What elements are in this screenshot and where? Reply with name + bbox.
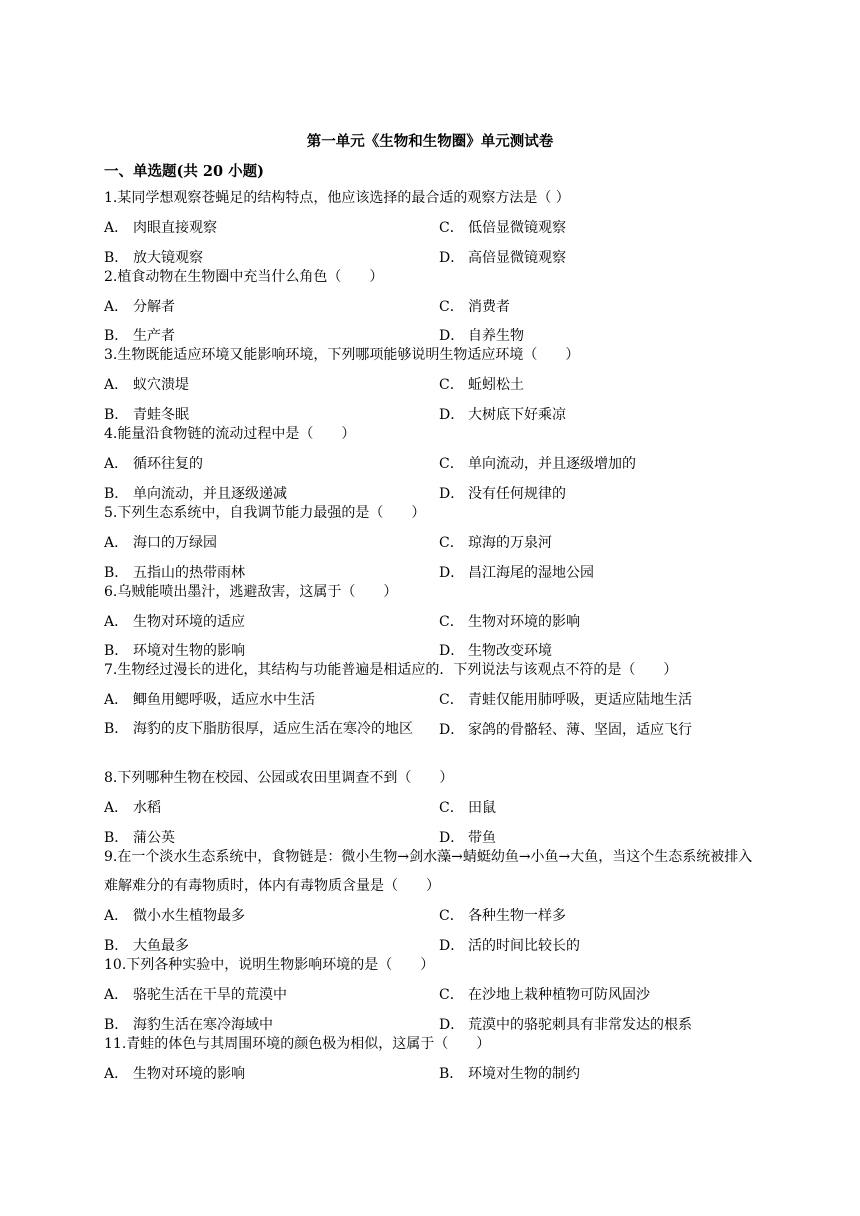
option-b[interactable]: B． 单向流动，并且逐级递减: [104, 486, 287, 502]
section-heading: 一、单选题(共 20 小题): [104, 163, 264, 180]
question-stem: 1.某同学想观察苍蝇足的结构特点，他应该选择的最合适的观察方法是（ ）: [104, 190, 570, 206]
option-c[interactable]: C． 琼海的万泉河: [439, 535, 552, 551]
question-stem: 7.生物经过漫长的进化，其结构与功能普遍是相适应的．下列说法与该观点不符的是（ ）: [104, 662, 678, 678]
option-d[interactable]: D． 荒漠中的骆驼刺具有非常发达的根系: [439, 1017, 692, 1033]
option-b[interactable]: B． 蒲公英: [104, 830, 175, 846]
option-b[interactable]: B． 青蛙冬眠: [104, 407, 189, 423]
question-stem: 6.乌贼能喷出墨汁，逃避敌害，这属于（ ）: [104, 584, 398, 600]
question-stem: 8.下列哪种生物在校园、公园或农田里调查不到（ ）: [104, 770, 454, 786]
option-a[interactable]: A． 微小水生植物最多: [104, 908, 245, 924]
option-c[interactable]: C． 田鼠: [439, 800, 496, 816]
option-d[interactable]: D． 没有任何规律的: [439, 486, 566, 502]
option-d[interactable]: D． 生物改变环境: [439, 643, 552, 659]
option-a[interactable]: A． 肉眼直接观察: [104, 220, 217, 236]
option-a[interactable]: A． 分解者: [104, 299, 175, 315]
option-c[interactable]: C． 青蛙仅能用肺呼吸，更适应陆地生活: [439, 692, 692, 708]
option-d[interactable]: D． 带鱼: [439, 830, 496, 846]
option-c[interactable]: C． 蚯蚓松土: [439, 377, 524, 393]
option-c[interactable]: C． 在沙地上栽种植物可防风固沙: [439, 987, 650, 1003]
option-c[interactable]: C． 生物对环境的影响: [439, 614, 580, 630]
option-a[interactable]: A． 蚁穴溃堤: [104, 377, 189, 393]
question-stem: 11.青蛙的体色与其周围环境的颜色极为相似，这属于（ ）: [104, 1036, 491, 1052]
option-a[interactable]: A． 循环往复的: [104, 456, 203, 472]
option-d[interactable]: D． 昌江海尾的湿地公园: [439, 565, 594, 581]
option-b[interactable]: B． 五指山的热带雨林: [104, 565, 245, 581]
option-c[interactable]: C． 单向流动，并且逐级增加的: [439, 456, 636, 472]
option-b[interactable]: B． 海豹的皮下脂肪很厚，适应生活在寒冷的地区: [104, 721, 413, 737]
option-d[interactable]: D． 高倍显微镜观察: [439, 250, 566, 266]
option-a[interactable]: A． 生物对环境的影响: [104, 1066, 245, 1082]
option-b[interactable]: B． 海豹生活在寒冷海域中: [104, 1017, 273, 1033]
page-title: 第一单元《生物和生物圈》单元测试卷: [306, 133, 554, 150]
option-a[interactable]: A． 水稻: [104, 800, 161, 816]
option-d[interactable]: D． 活的时间比较长的: [439, 938, 580, 954]
option-b[interactable]: B． 生产者: [104, 328, 175, 344]
option-a[interactable]: A． 骆驼生活在干旱的荒漠中: [104, 987, 287, 1003]
option-b[interactable]: B． 大鱼最多: [104, 938, 189, 954]
option-a[interactable]: A． 生物对环境的适应: [104, 614, 245, 630]
question-stem: 9.在一个淡水生态系统中，食物链是：微小生物→剑水藻→蜻蜓幼鱼→小鱼→大鱼，当这个生态系统被排入难解难分的有毒物质时，体内有毒物质含量是（ ）: [104, 849, 753, 894]
option-b[interactable]: B． 放大镜观察: [104, 250, 203, 266]
option-b[interactable]: B． 环境对生物的影响: [104, 643, 245, 659]
option-d[interactable]: D． 自养生物: [439, 328, 524, 344]
question-stem: 10.下列各种实验中，说明生物影响环境的是（ ）: [104, 957, 435, 973]
question-stem: 5.下列生态系统中，自我调节能力最强的是（ ）: [104, 505, 426, 521]
option-b[interactable]: B． 环境对生物的制约: [439, 1066, 580, 1082]
option-a[interactable]: A． 鲫鱼用鳃呼吸，适应水中生活: [104, 692, 315, 708]
question-stem: 2.植食动物在生物圈中充当什么角色（ ）: [104, 269, 384, 285]
question-stem: 3.生物既能适应环境又能影响环境，下列哪项能够说明生物适应环境（ ）: [104, 347, 580, 363]
option-c[interactable]: C． 消费者: [439, 299, 510, 315]
question-stem: 4.能量沿食物链的流动过程中是（ ）: [104, 426, 356, 442]
option-d[interactable]: D． 大树底下好乘凉: [439, 407, 566, 423]
option-c[interactable]: C． 低倍显微镜观察: [439, 220, 566, 236]
option-c[interactable]: C． 各种生物一样多: [439, 908, 566, 924]
option-d[interactable]: D． 家鸽的骨骼轻、薄、坚固，适应飞行: [439, 722, 692, 738]
option-a[interactable]: A． 海口的万绿园: [104, 535, 217, 551]
